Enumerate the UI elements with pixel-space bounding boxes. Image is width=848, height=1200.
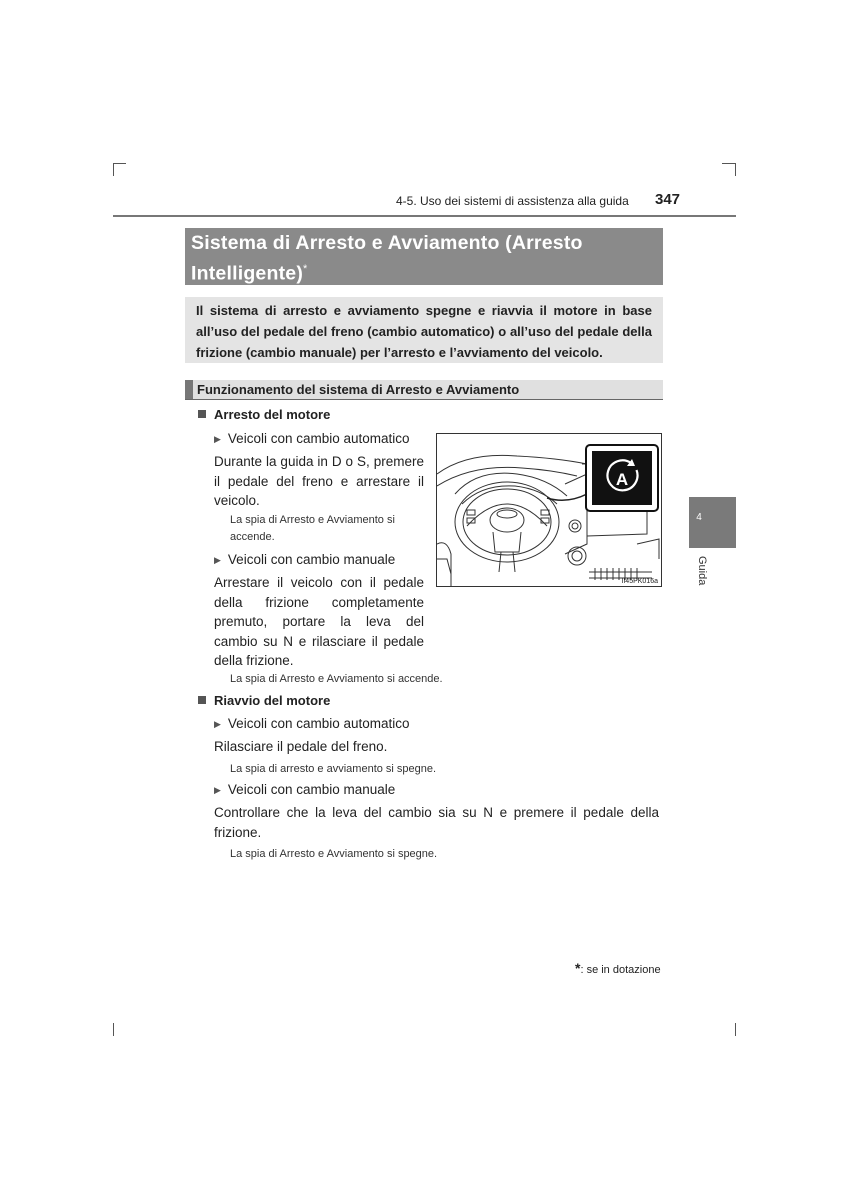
arresto-auto-note: La spia di Arresto e Avviamento si accende. (230, 514, 395, 543)
crop-mark-bottom-left (113, 1023, 114, 1036)
item-arresto-auto (214, 431, 410, 446)
item-arresto-auto-label: Veicoli con cambio automatico (227, 431, 410, 446)
riavvio-auto-body: Rilasciare il pedale del freno. (214, 739, 388, 754)
item-riavvio-manual-label: Veicoli con cambio manuale (227, 782, 396, 797)
item-riavvio-manual (214, 782, 395, 797)
title-asterisk: * (303, 263, 308, 275)
running-header: 4-5. Uso dei sistemi di assistenza alla guida (396, 194, 629, 208)
dashboard-illustration (436, 433, 662, 587)
arresto-auto-body: Durante la guida in D o S, premere il pedale del freno e arrestare il veicolo. (214, 454, 424, 508)
arresto-manual-note: La spia di Arresto e Avviamento si accende. (230, 673, 443, 685)
heading-arresto (198, 407, 330, 422)
chapter-label: Guida (696, 556, 708, 586)
subsection-accent (185, 380, 193, 399)
item-arresto-manual (214, 552, 395, 567)
illustration-code: II45PK016a (621, 578, 658, 585)
crop-mark-top-right (722, 163, 735, 164)
item-riavvio-auto-label: Veicoli con cambio automatico (227, 716, 410, 731)
page-title-text: Sistema di Arresto e Avviamento (Arresto Intelligente) (191, 232, 583, 285)
square-bullet-icon (198, 696, 206, 704)
footnote-symbol: * (575, 960, 581, 976)
riavvio-manual-note: La spia di Arresto e Avviamento si spegne. (230, 848, 438, 860)
crop-mark-bottom-right (735, 1023, 736, 1036)
triangle-bullet-icon: ▶ (214, 719, 221, 729)
subsection-text: Funzionamento del sistema di Arresto e Avviamento (197, 382, 520, 397)
heading-riavvio-text: Riavvio del motore (214, 693, 331, 708)
chapter-number: 4 (696, 512, 702, 523)
square-bullet-icon (198, 410, 206, 418)
triangle-bullet-icon: ▶ (214, 785, 221, 795)
intro-box: Il sistema di arresto e avviamento spegne e riavvia il motore in base all’uso del pedale del freno (cambio automatico) o all’uso del pedale della frizione (cambio manuale) per l’arresto e l’avviamento del veicolo. (185, 297, 663, 363)
riavvio-manual-body: Controllare che la leva del cambio sia su N e premere il pedale della frizione. (214, 805, 659, 840)
item-riavvio-auto (214, 716, 410, 731)
footnote (575, 960, 661, 976)
subsection-heading (185, 380, 663, 400)
arresto-manual-body: Arrestare il veicolo con il pedale della frizione completamente premuto, portare la leva del cambio su N e rilasciare il pedale della frizione. (214, 575, 424, 668)
indicator-letter: A (615, 470, 629, 489)
triangle-bullet-icon: ▶ (214, 555, 221, 565)
footnote-text: : se in dotazione (580, 964, 661, 976)
page-title (185, 228, 663, 285)
crop-mark-top-left-v (113, 163, 114, 176)
dashboard-drawing (437, 434, 661, 586)
page-number: 347 (655, 191, 681, 208)
heading-riavvio (198, 693, 330, 708)
heading-arresto-text: Arresto del motore (214, 407, 331, 422)
crop-mark-top-left (113, 163, 126, 164)
header-rule (113, 215, 736, 217)
triangle-bullet-icon: ▶ (214, 434, 221, 444)
item-arresto-manual-label: Veicoli con cambio manuale (227, 552, 396, 567)
crop-mark-top-right-v (735, 163, 736, 176)
riavvio-auto-note: La spia di arresto e avviamento si spegne. (230, 763, 437, 775)
